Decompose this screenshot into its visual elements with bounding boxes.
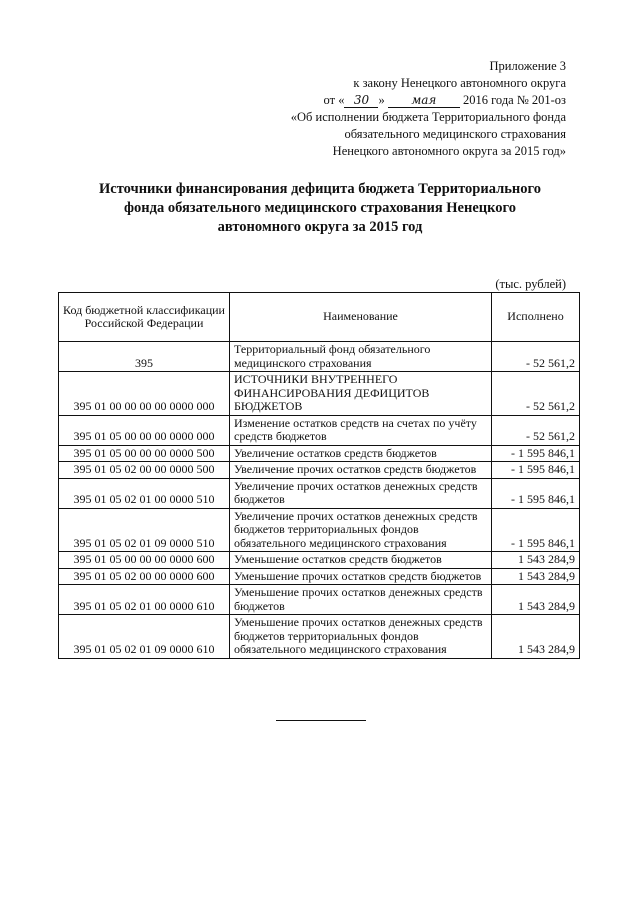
units-label: (тыс. рублей) <box>495 277 566 291</box>
row-amount: - 1 595 846,1 <box>492 508 580 552</box>
header-amount: Исполнено <box>492 293 580 342</box>
annex-date-line <box>236 92 566 109</box>
annex-subject-line-3: Ненецкого автономного округа за 2015 год» <box>332 144 566 158</box>
row-code: 395 01 05 00 00 00 0000 600 <box>59 552 230 569</box>
budget-table <box>58 292 580 659</box>
row-amount: - 1 595 846,1 <box>492 445 580 462</box>
title-line-3: автономного округа за 2015 год <box>217 219 423 235</box>
table-row <box>59 342 580 372</box>
row-name: Изменение остатков средств на счетах по учёту средств бюджетов <box>230 415 492 445</box>
title-line-2: фонда обязательного медицинского страхования Ненецкого <box>123 200 517 216</box>
row-code: 395 01 05 02 01 09 0000 510 <box>59 508 230 552</box>
row-name: Уменьшение прочих остатков денежных средств бюджетов территориальных фондов обязательного медицинского страхования <box>230 615 492 659</box>
annex-header <box>236 58 566 160</box>
handwritten-month: мая <box>388 94 460 108</box>
row-amount: - 52 561,2 <box>492 415 580 445</box>
table-row <box>59 415 580 445</box>
table-row <box>59 585 580 615</box>
title-line-1: Источники финансирования дефицита бюджета Территориального <box>99 181 541 197</box>
row-amount: 1 543 284,9 <box>492 552 580 569</box>
annex-number: Приложение 3 <box>489 59 566 73</box>
table-row <box>59 615 580 659</box>
table-header-row <box>59 293 580 342</box>
row-name: Увеличение прочих остатков денежных средств бюджетов территориальных фондов обязательного медицинского страхования <box>230 508 492 552</box>
table-row <box>59 478 580 508</box>
row-code: 395 01 05 02 01 00 0000 510 <box>59 478 230 508</box>
table-row <box>59 372 580 416</box>
annex-subject-line-2: обязательного медицинского страхования <box>344 127 566 141</box>
row-amount: 1 543 284,9 <box>492 568 580 585</box>
annex-law-reference: к закону Ненецкого автономного округа <box>353 76 566 90</box>
table-row <box>59 508 580 552</box>
row-name: Уменьшение прочих остатков денежных средств бюджетов <box>230 585 492 615</box>
table-row <box>59 552 580 569</box>
annex-subject-line-1: «Об исполнении бюджета Территориального фонда <box>290 110 566 124</box>
header-code: Код бюджетной классификации Российской Федерации <box>59 293 230 342</box>
row-name: Увеличение остатков средств бюджетов <box>230 445 492 462</box>
row-name: Территориальный фонд обязательного медицинского страхования <box>230 342 492 372</box>
table-row <box>59 462 580 479</box>
row-name: Уменьшение прочих остатков средств бюджетов <box>230 568 492 585</box>
table-row <box>59 568 580 585</box>
header-name: Наименование <box>230 293 492 342</box>
row-name: ИСТОЧНИКИ ВНУТРЕННЕГО ФИНАНСИРОВАНИЯ ДЕФИЦИТОВ БЮДЖЕТОВ <box>230 372 492 416</box>
row-name: Увеличение прочих остатков денежных средств бюджетов <box>230 478 492 508</box>
row-code: 395 01 00 00 00 00 0000 000 <box>59 372 230 416</box>
date-prefix: от « <box>323 93 345 107</box>
row-amount: - 1 595 846,1 <box>492 462 580 479</box>
row-code: 395 01 05 02 01 09 0000 610 <box>59 615 230 659</box>
row-amount: - 52 561,2 <box>492 342 580 372</box>
row-code: 395 01 05 02 00 00 0000 600 <box>59 568 230 585</box>
row-code: 395 01 05 00 00 00 0000 500 <box>59 445 230 462</box>
row-name: Уменьшение остатков средств бюджетов <box>230 552 492 569</box>
date-mid: » <box>378 93 385 107</box>
end-of-document-divider <box>276 720 366 721</box>
table-row <box>59 445 580 462</box>
row-code: 395 01 05 02 01 00 0000 610 <box>59 585 230 615</box>
row-code: 395 01 05 00 00 00 0000 000 <box>59 415 230 445</box>
document-title <box>60 180 580 237</box>
date-suffix: 2016 года № 201-оз <box>462 93 566 107</box>
row-code: 395 <box>59 342 230 372</box>
row-amount: - 52 561,2 <box>492 372 580 416</box>
row-name: Увеличение прочих остатков средств бюджетов <box>230 462 492 479</box>
handwritten-day: 30 <box>344 94 378 108</box>
row-amount: 1 543 284,9 <box>492 615 580 659</box>
row-amount: - 1 595 846,1 <box>492 478 580 508</box>
row-code: 395 01 05 02 00 00 0000 500 <box>59 462 230 479</box>
row-amount: 1 543 284,9 <box>492 585 580 615</box>
